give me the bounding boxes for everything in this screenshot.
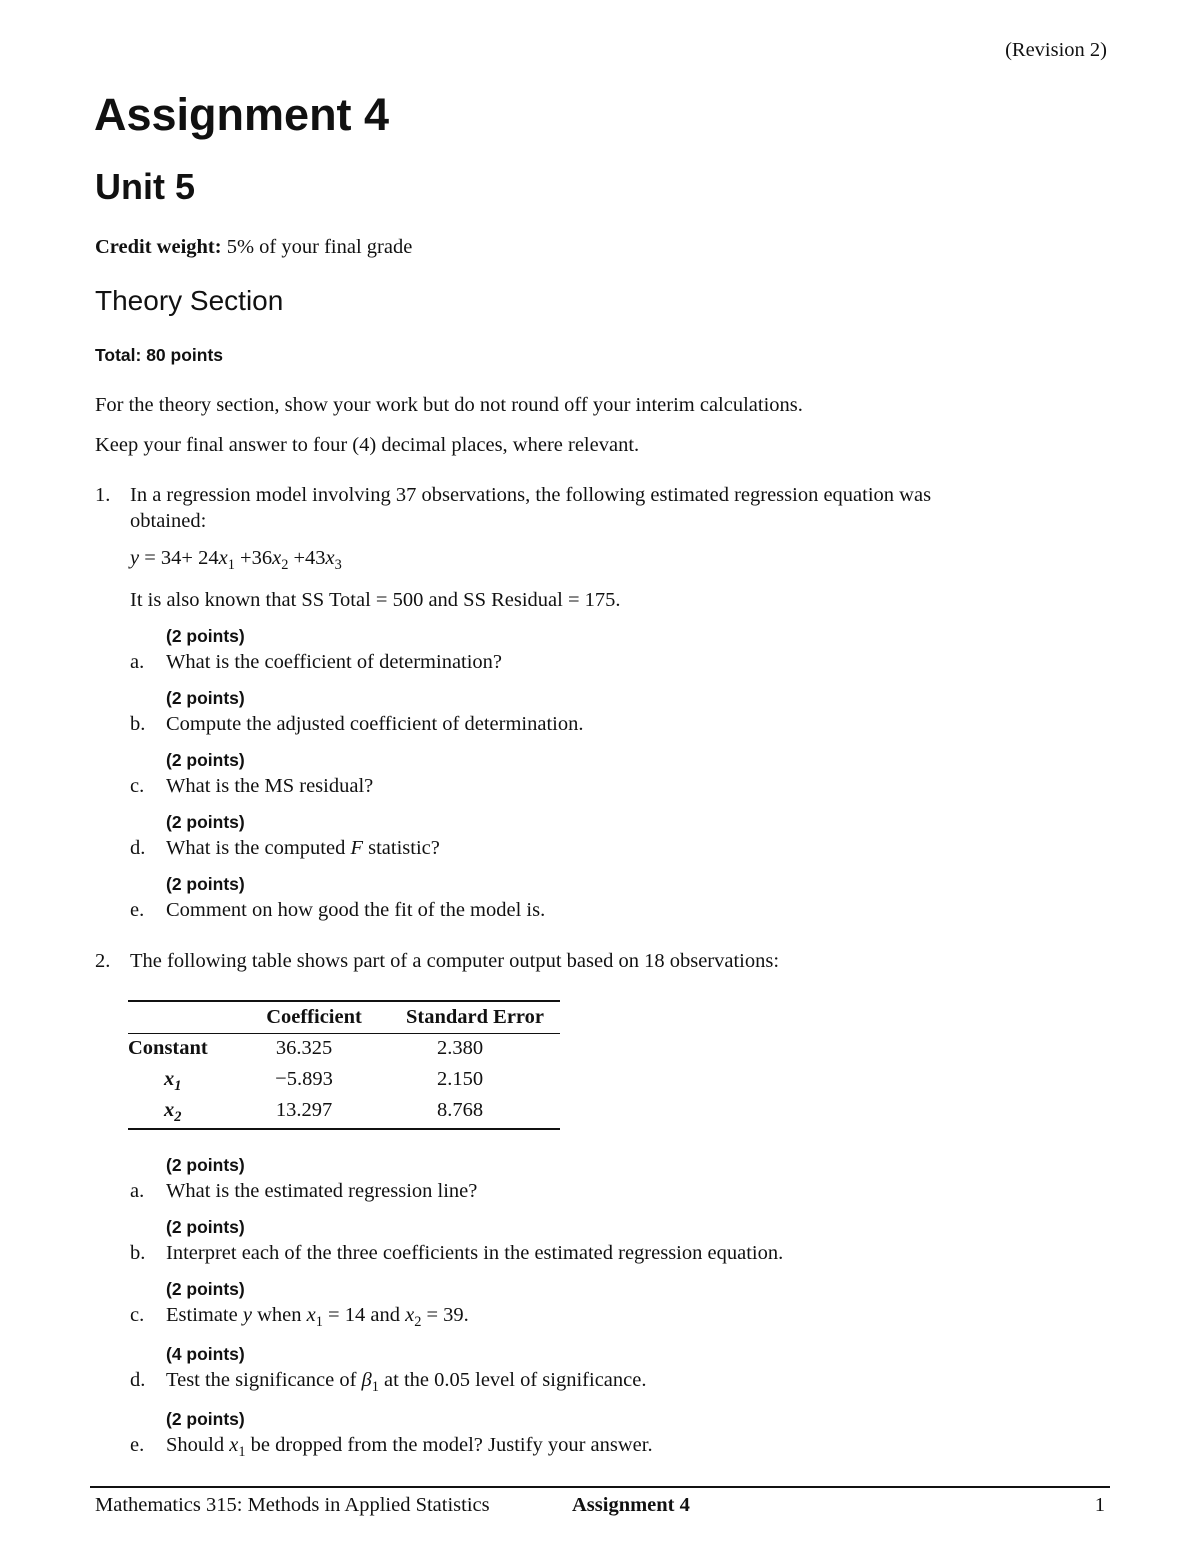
table-row (128, 1095, 560, 1126)
footer-rule (90, 1486, 1110, 1488)
segment-text: x (218, 547, 228, 569)
row-label (128, 1095, 238, 1126)
segment-text: x (229, 1434, 239, 1456)
total-points: Total: 80 points (95, 345, 224, 365)
segment-text: x (325, 547, 335, 569)
coefficient-value: −5.893 (275, 1068, 333, 1090)
segment-text: x (306, 1304, 316, 1326)
part-question (166, 1243, 783, 1264)
part-question (166, 1181, 477, 1202)
part-question (166, 714, 583, 735)
q1-given: It is also known that SS Total = 500 and SS Residual = 175. (130, 589, 621, 611)
part-letter: d. (130, 837, 146, 859)
math-variable (306, 1304, 323, 1331)
segment-text: x (405, 1304, 415, 1326)
unit-heading: Unit 5 (95, 166, 196, 207)
subscript: 1 (315, 1314, 323, 1331)
text-segment (235, 547, 272, 569)
segment-text: β (361, 1369, 372, 1391)
points-label: (2 points) (166, 688, 245, 708)
subscript: 1 (238, 1444, 246, 1461)
header-coefficient: Coefficient (266, 1006, 362, 1028)
row-label (128, 1064, 238, 1095)
math-variable (361, 1369, 379, 1396)
segment-text: What is the coefficient of determination? (166, 651, 503, 673)
part-question (166, 652, 502, 673)
text-segment (166, 1180, 477, 1202)
standard-error-value: 2.380 (436, 1037, 484, 1059)
credit-weight (95, 237, 412, 258)
part-question (166, 776, 373, 797)
text-segment (166, 1434, 229, 1456)
table-header-row (128, 1002, 560, 1033)
text-segment (379, 1369, 647, 1391)
subscript: 2 (281, 557, 289, 574)
segment-text: What is the MS residual? (166, 775, 374, 797)
part-question (166, 838, 440, 859)
math-variable (218, 547, 235, 574)
q1-equation (130, 547, 342, 574)
part-letter: c. (130, 1304, 145, 1326)
math-variable (405, 1304, 422, 1331)
segment-text: Estimate (166, 1304, 243, 1326)
points-label: (4 points) (166, 1344, 245, 1364)
footer-assignment: Assignment 4 (572, 1494, 690, 1516)
text-segment (166, 899, 545, 921)
text-segment (246, 1434, 653, 1456)
segment-text: at the 0.05 level of significance. (378, 1369, 647, 1391)
segment-text: Comment on how good the fit of the model is. (166, 899, 546, 921)
segment-text: +43 (288, 547, 326, 569)
segment-text: Compute the adjusted coefficient of determination. (166, 713, 584, 735)
text-segment (166, 1242, 783, 1264)
text-segment (363, 837, 440, 859)
segment-text: Test the significance of (166, 1369, 362, 1391)
segment-text: y (242, 1304, 252, 1326)
coefficient-table (128, 1002, 560, 1126)
points-label: (2 points) (166, 874, 245, 894)
row-label-var: x (164, 1068, 175, 1090)
q2-number: 2. (95, 950, 111, 972)
part-question (166, 1304, 469, 1331)
subscript: 3 (334, 557, 342, 574)
segment-text: F (350, 837, 363, 859)
part-question (166, 900, 545, 921)
math-variable (272, 547, 289, 574)
coefficient-value: 13.297 (275, 1099, 333, 1121)
table-bottom-rule (128, 1128, 560, 1130)
table-row (128, 1064, 560, 1095)
part-letter: b. (130, 713, 146, 735)
text-segment (323, 1304, 405, 1326)
segment-text: y (130, 547, 140, 569)
row-label-sub: 1 (174, 1078, 182, 1095)
subscript: 1 (227, 557, 235, 574)
text-segment (166, 837, 350, 859)
footer-course: Mathematics 315: Methods in Applied Statistics (95, 1494, 490, 1516)
math-variable (325, 547, 342, 574)
section-heading: Theory Section (95, 285, 284, 316)
points-label: (2 points) (166, 812, 245, 832)
q1-number: 1. (95, 484, 111, 506)
subscript: 1 (371, 1379, 379, 1396)
segment-text: Interpret each of the three coefficients in the estimated regression equation. (166, 1242, 784, 1264)
part-letter: b. (130, 1242, 146, 1264)
points-label: (2 points) (166, 750, 245, 770)
credit-weight-value: 5% of your final grade (221, 236, 413, 258)
part-letter: c. (130, 775, 145, 797)
points-label: (2 points) (166, 1217, 245, 1237)
q1-text-line2: obtained: (130, 510, 207, 532)
footer-page-number: 1 (1094, 1494, 1105, 1516)
points-label: (2 points) (166, 1279, 245, 1299)
page-title: Assignment 4 (94, 89, 390, 140)
part-question (166, 1369, 647, 1396)
text-segment (166, 713, 583, 735)
text-segment (421, 1304, 468, 1326)
math-variable (130, 547, 139, 569)
part-letter: d. (130, 1369, 146, 1391)
text-segment (166, 651, 502, 673)
text-segment (288, 547, 325, 569)
standard-error-value: 2.150 (436, 1068, 484, 1090)
text-segment (252, 1304, 307, 1326)
q2-text: The following table shows part of a computer output based on 18 observations: (130, 950, 780, 972)
text-segment (166, 1369, 362, 1391)
revision-label: (Revision 2) (1005, 39, 1107, 61)
text-segment (139, 547, 219, 569)
math-variable (350, 837, 363, 859)
credit-weight-label: Credit weight: (95, 236, 222, 258)
points-label: (2 points) (166, 1155, 245, 1175)
standard-error-value: 8.768 (436, 1099, 484, 1121)
points-label: (2 points) (166, 1409, 245, 1429)
text-segment (166, 775, 373, 797)
row-label: Constant (128, 1037, 208, 1059)
instruction-2: Keep your final answer to four (4) decimal places, where relevant. (95, 434, 640, 456)
math-variable (243, 1304, 252, 1326)
segment-text: What is the estimated regression line? (166, 1180, 478, 1202)
segment-text: x (272, 547, 282, 569)
part-letter: e. (130, 899, 145, 921)
header-standard-error: Standard Error (405, 1006, 544, 1028)
math-variable (229, 1434, 246, 1461)
q1-text-line1: In a regression model involving 37 observations, the following estimated regression equation was (130, 484, 932, 506)
segment-text: = 14 and (322, 1304, 406, 1326)
instruction-1: For the theory section, show your work but do not round off your interim calculations. (95, 394, 803, 416)
part-letter: a. (130, 1180, 145, 1202)
segment-text: +36 (234, 547, 273, 569)
segment-text: What is the computed (166, 837, 351, 859)
points-label: (2 points) (166, 626, 245, 646)
segment-text: Should (166, 1434, 230, 1456)
segment-text: = 39. (421, 1304, 469, 1326)
header-blank (128, 1002, 238, 1033)
segment-text: statistic? (362, 837, 440, 859)
row-label-var: x (164, 1099, 175, 1121)
table-row (128, 1033, 560, 1064)
segment-text: when (251, 1304, 307, 1326)
part-letter: e. (130, 1434, 145, 1456)
segment-text: = 34+ 24 (139, 547, 219, 569)
part-question (166, 1434, 653, 1461)
subscript: 2 (414, 1314, 422, 1331)
row-label-sub: 2 (174, 1109, 182, 1126)
coefficient-value: 36.325 (275, 1037, 333, 1059)
segment-text: be dropped from the model? Justify your answer. (245, 1434, 653, 1456)
part-letter: a. (130, 651, 145, 673)
text-segment (166, 1304, 243, 1326)
